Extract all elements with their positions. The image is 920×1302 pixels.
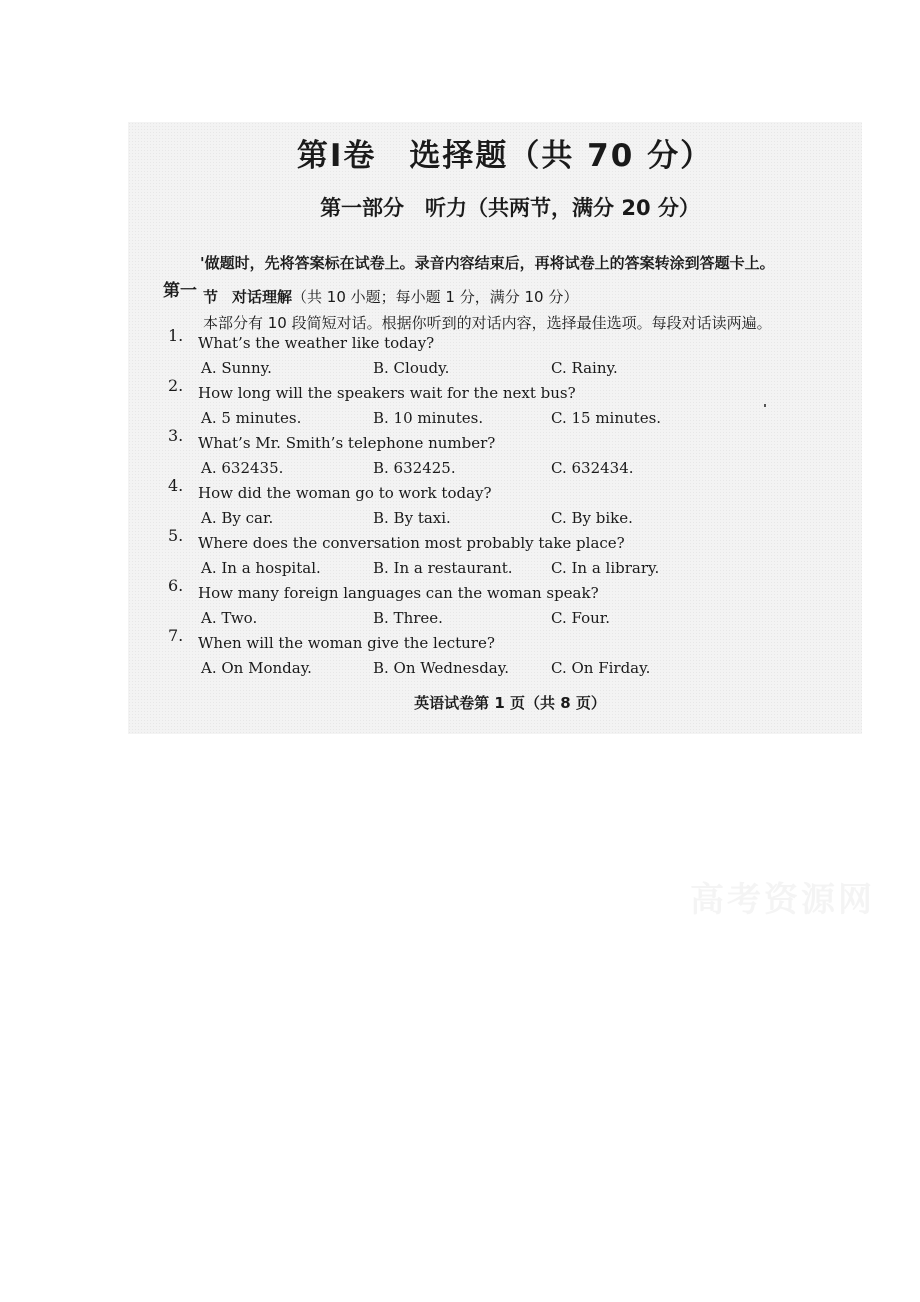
question-text: Where does the conversation most probably take place? (198, 534, 625, 552)
option-b: B. Cloudy. (373, 359, 450, 377)
watermark: 高考资源网 (690, 880, 875, 920)
question-number: 6. (168, 576, 184, 595)
option-c: C. 632434. (551, 459, 634, 477)
section-name: 对话理解 (232, 288, 293, 306)
question-item (0, 526, 920, 576)
question-text: What’s the weather like today? (198, 334, 435, 352)
section-label-suffix: 节 (203, 288, 219, 306)
option-b: B. By taxi. (373, 509, 451, 527)
question-text: How many foreign languages can the woman speak? (198, 584, 599, 602)
question-item (0, 376, 920, 426)
option-b: B. Three. (373, 609, 443, 627)
question-number: 1. (168, 326, 184, 345)
option-c: C. On Firday. (551, 659, 651, 677)
question-item (0, 576, 920, 626)
option-c: C. In a library. (551, 559, 660, 577)
option-b: B. In a restaurant. (373, 559, 513, 577)
question-text: What’s Mr. Smith’s telephone number? (198, 434, 496, 452)
question-number: 3. (168, 426, 184, 445)
part-subtitle: 第一部分 听力（共两节，满分 20 分） (320, 196, 700, 220)
section-heading (203, 286, 578, 307)
question-item (0, 426, 920, 476)
option-a: A. Sunny. (201, 359, 272, 377)
option-a: A. Two. (201, 609, 258, 627)
question-item (0, 476, 920, 526)
scan-speck (764, 404, 766, 407)
option-c: C. By bike. (551, 509, 633, 527)
page-title: 第Ⅰ卷 选择题（共 70 分） (296, 138, 714, 174)
option-a: A. In a hospital. (201, 559, 321, 577)
option-c: C. 15 minutes. (551, 409, 662, 427)
question-number: 4. (168, 476, 184, 495)
option-a: A. 5 minutes. (201, 409, 302, 427)
option-a: A. On Monday. (201, 659, 312, 677)
question-number: 2. (168, 376, 184, 395)
question-item (0, 626, 920, 676)
question-text: How did the woman go to work today? (198, 484, 492, 502)
answer-note: '做题时，先将答案标在试卷上。录音内容结束后，再将试卷上的答案转涂到答题卡上。 (200, 254, 775, 272)
section-label: 第一 (163, 281, 197, 301)
option-b: B. On Wednesday. (373, 659, 509, 677)
option-c: C. Rainy. (551, 359, 618, 377)
section-score: （共 10 小题；每小题 1 分，满分 10 分） (292, 288, 579, 306)
page-footer: 英语试卷第 1 页（共 8 页） (414, 694, 606, 712)
option-a: A. By car. (201, 509, 274, 527)
question-number: 5. (168, 526, 184, 545)
question-text: How long will the speakers wait for the next bus? (198, 384, 576, 402)
question-number: 7. (168, 626, 184, 645)
option-b: B. 10 minutes. (373, 409, 484, 427)
question-text: When will the woman give the lecture? (198, 634, 495, 652)
option-b: B. 632425. (373, 459, 456, 477)
section-instruction: 本部分有 10 段简短对话。根据你听到的对话内容，选择最佳选项。每段对话读两遍。 (203, 314, 772, 332)
option-a: A. 632435. (201, 459, 284, 477)
option-c: C. Four. (551, 609, 611, 627)
question-item (0, 326, 920, 376)
